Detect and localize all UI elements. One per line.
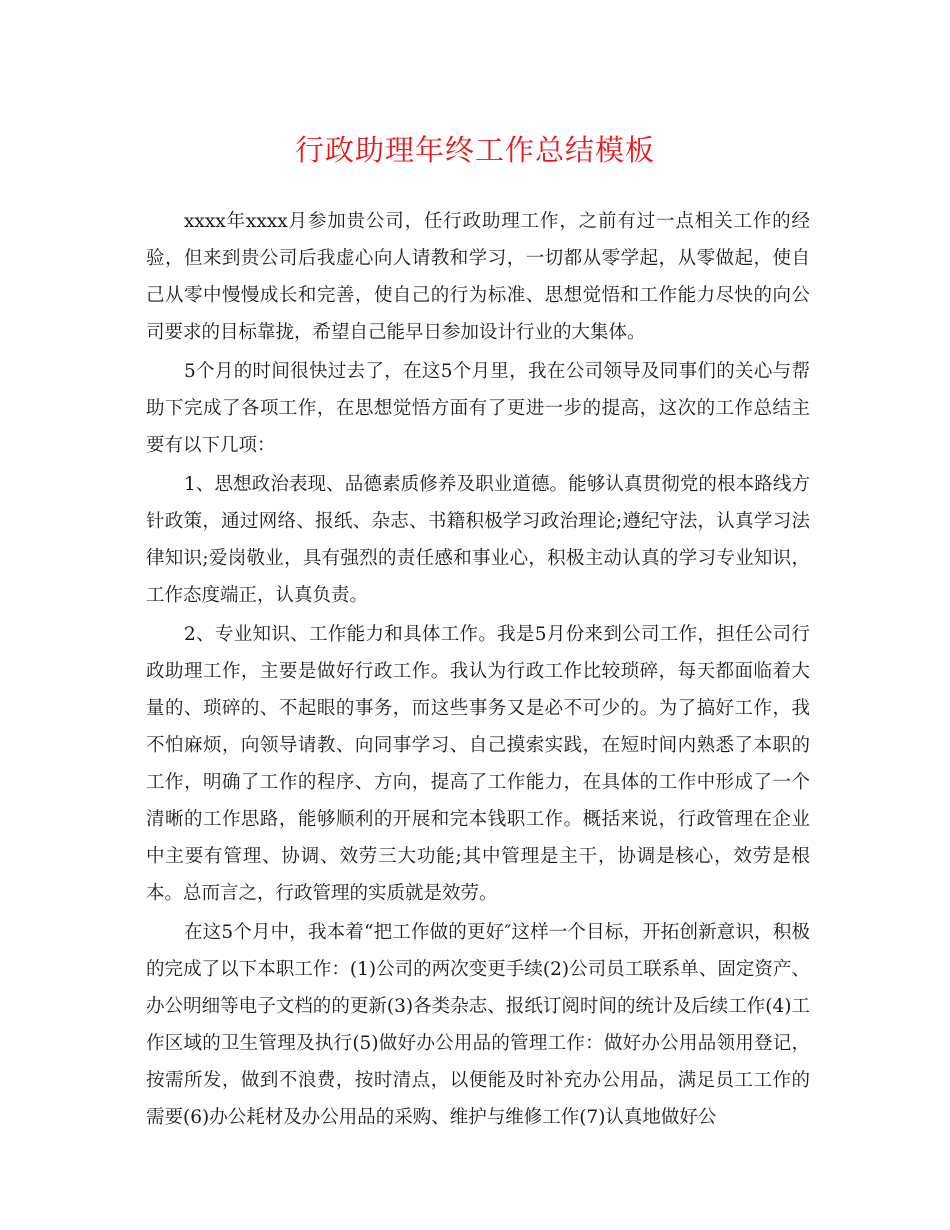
document-title: 行政助理年终工作总结模板 bbox=[294, 133, 655, 167]
paragraph-summary-overview: 5个月的时间很快过去了，在这5个月里，我在公司领导及同事们的关心与帮助下完成了各项工作，在思想觉悟方面有了更进一步的提高，这次的工作总结主要有以下几项： bbox=[146, 361, 810, 456]
paragraph-item-2: 2、专业知识、工作能力和具体工作。我是5月份来到公司工作，担任公司行政助理工作，主要是做好行政工作。我认为行政工作比较琐碎，每天都面临着大量的、琐碎的、不起眼的事务，而这些事务又是必不可少的。为了搞好工作，我不怕麻烦，向领导请教、向同事学习、自己摸索实践，在短时间内熟悉了本职的工作，明确了工作的程序、方向，提高了工作能力，在具体的工作中形成了一个清晰的工作思路，能够顺利的开展和完本钱职工作。概括来说，行政管理在企业中主要有管理、协调、效劳三大功能;其中管理是主干，协调是核心，效劳是根本。总而言之，行政管理的实质就是效劳。 bbox=[146, 624, 810, 904]
document-body bbox=[146, 203, 810, 1138]
paragraph-intro: xxxx年xxxx月参加贵公司，任行政助理工作，之前有过一点相关工作的经验，但来到贵公司后我虚心向人请教和学习，一切都从零学起，从零做起，使自己从零中慢慢成长和完善，使自己的行为标准、思想觉悟和工作能力尽快的向公司要求的目标靠拢，希望自己能早日参加设计行业的大集体。 bbox=[146, 211, 810, 343]
paragraph-duties: 在这5个月中，我本着“把工作做的更好″这样一个目标，开拓创新意识，积极的完成了以下本职工作：(1)公司的两次变更手续(2)公司员工联系单、固定资产、办公明细等电子文档的的更新(3)各类杂志、报纸订阅时间的统计及后续工作(4)工作区域的卫生管理及执行(5)做好办公用品的管理工作：做好办公用品领用登记，按需所发，做到不浪费，按时清点，以便能及时补充办公用品，满足员工工作的需要(6)办公耗材及办公用品的采购、维护与维修工作(7)认真地做好公 bbox=[146, 922, 810, 1128]
paragraph-item-1: 1、思想政治表现、品德素质修养及职业道德。能够认真贯彻党的根本路线方针政策，通过网络、报纸、杂志、书籍积极学习政治理论;遵纪守法，认真学习法律知识;爱岗敬业，具有强烈的责任感和事业心，积极主动认真的学习专业知识，工作态度端正，认真负责。 bbox=[146, 474, 810, 606]
